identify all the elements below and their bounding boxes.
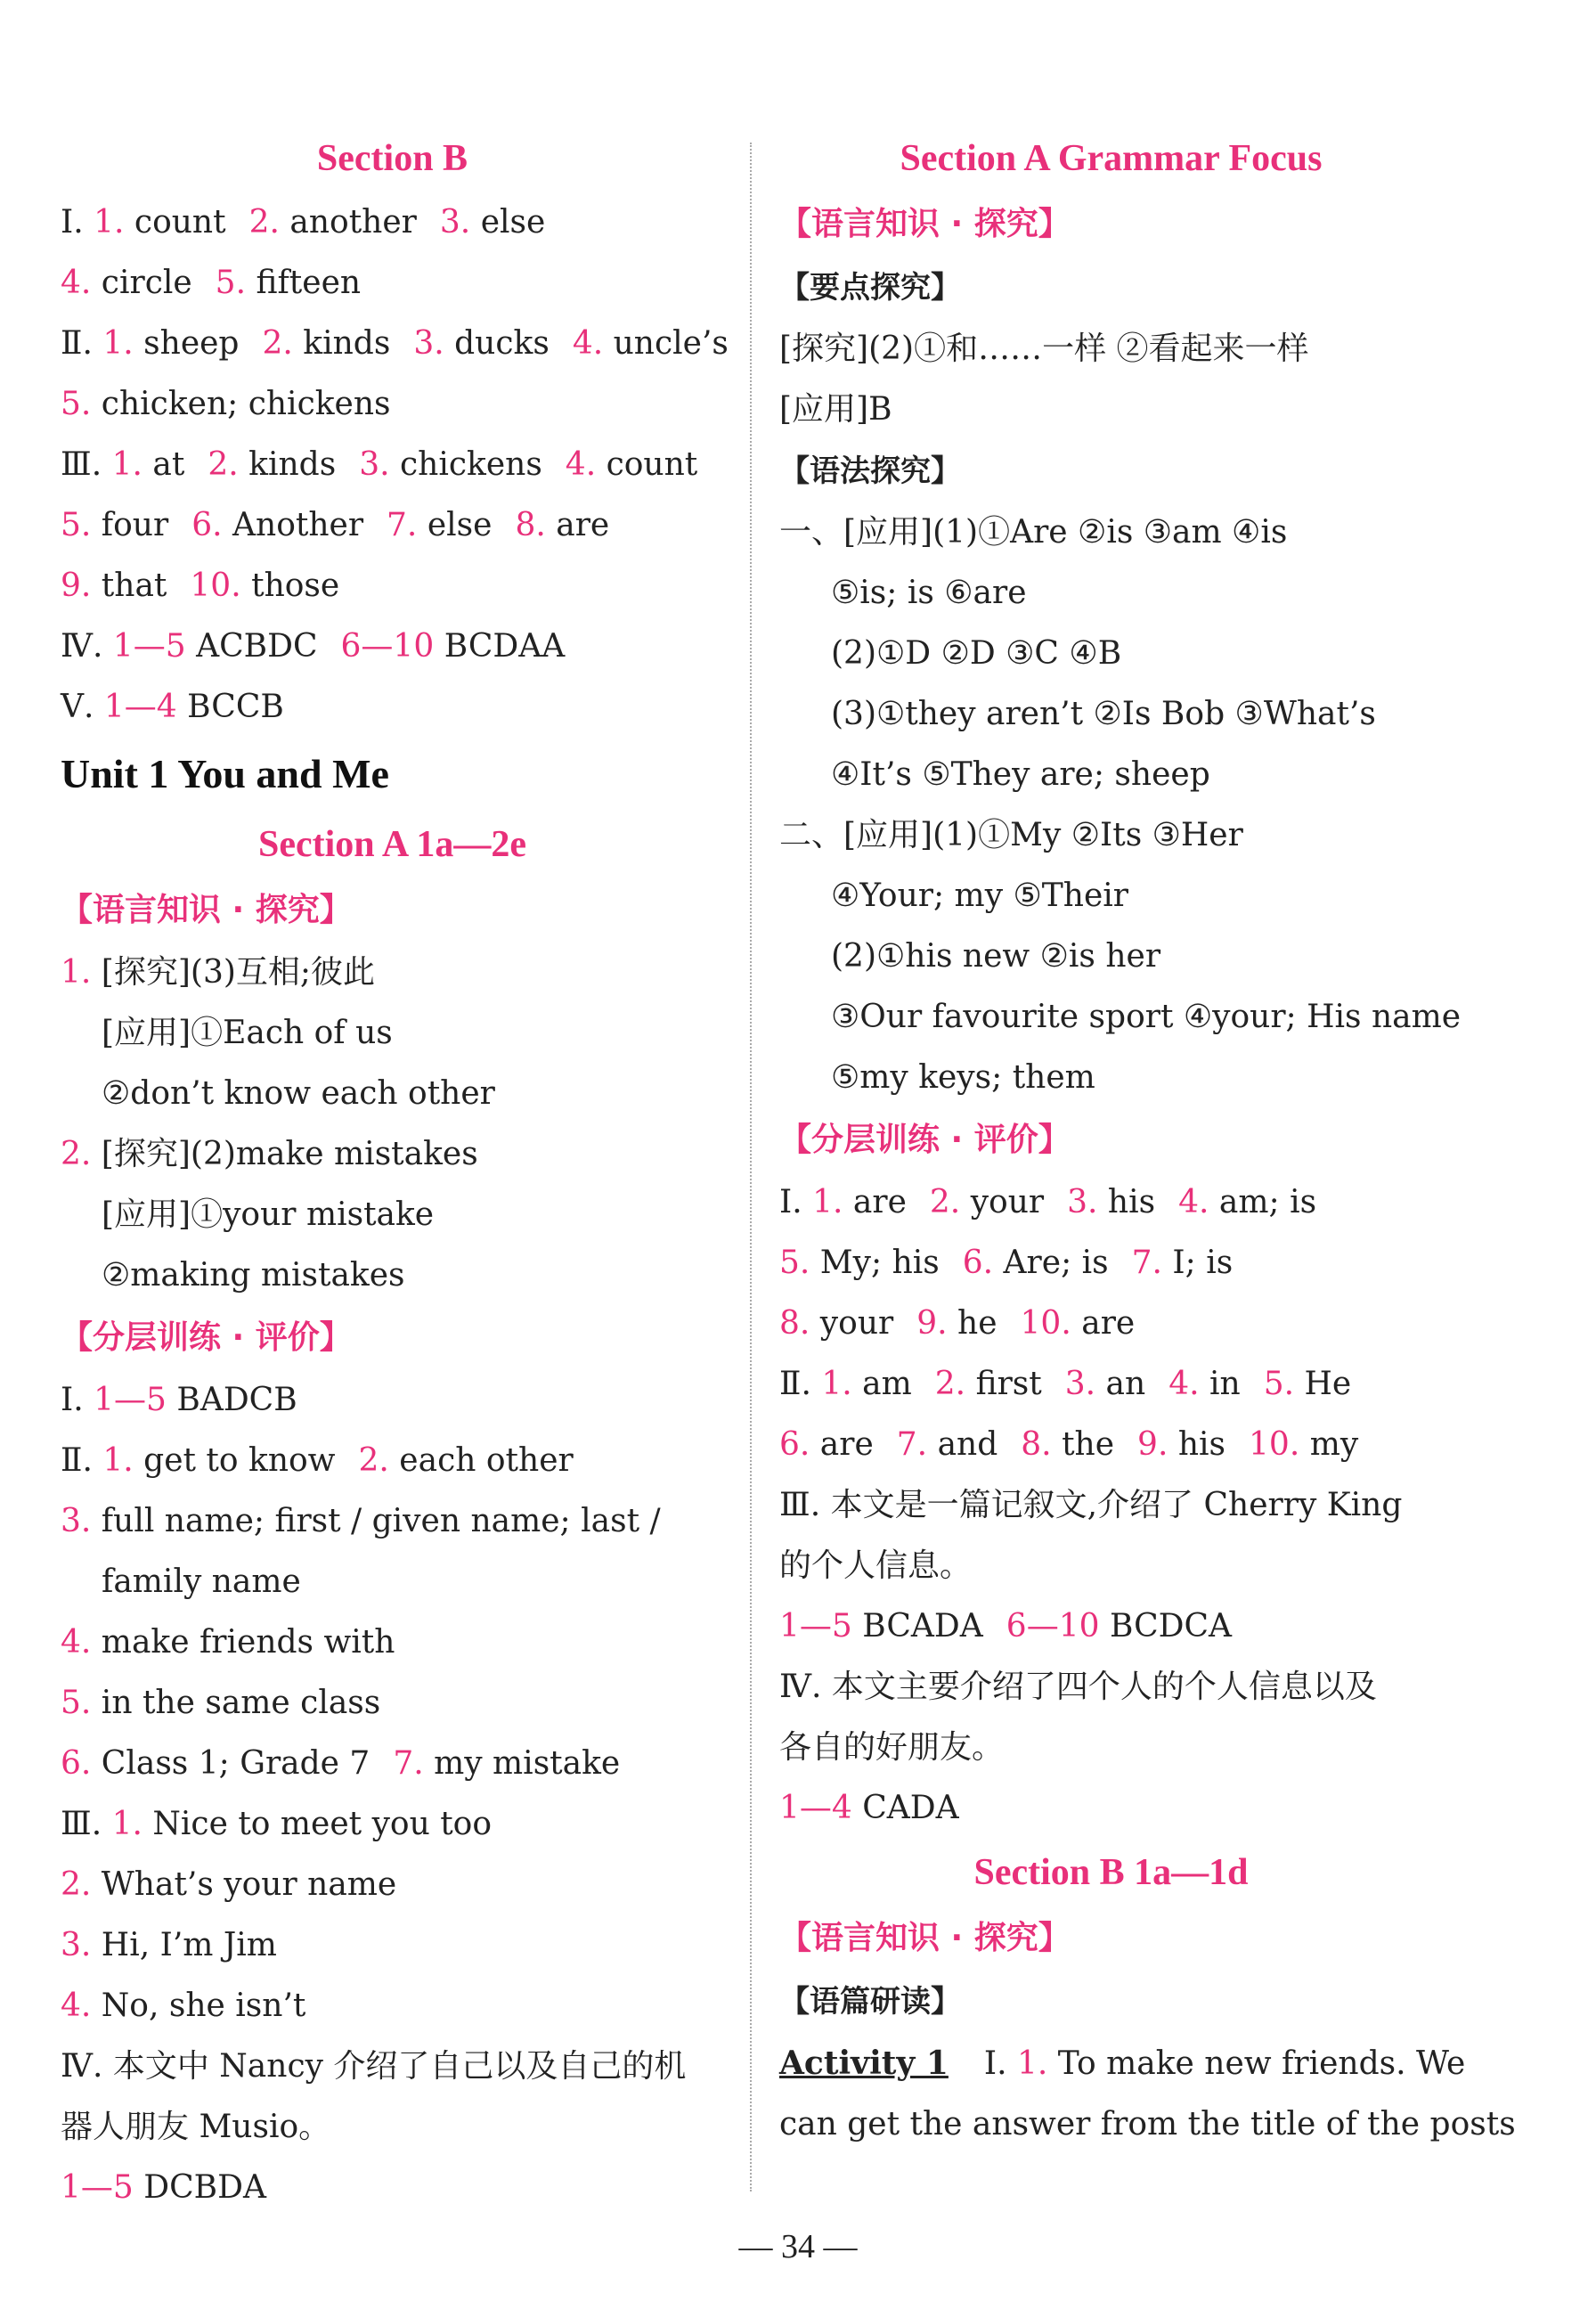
question-number: 8. [515,507,546,543]
answer-line [779,2033,1466,2094]
answer-text: else [470,204,546,241]
answer-line [61,253,724,314]
question-number: 2. [929,1184,961,1220]
answer-text: 各自的好朋友。 [779,1729,1005,1766]
question-number: 6. [61,1745,92,1782]
answer-text: Ⅱ. [61,1442,103,1479]
answer-line [61,1976,724,2036]
answer-line [779,1596,1443,1657]
question-number: 2. [262,325,293,362]
answer-text: ⑤my keys; them [831,1059,1095,1096]
answer-text: kinds [292,325,391,362]
section-heading: Section A 1a—2e [258,824,526,865]
left-column [61,125,729,2218]
answer-line [779,1172,1443,1233]
question-number: 2. [208,446,239,483]
answer-text: Ⅲ. [61,446,112,483]
answer-text: 的个人信息。 [779,1547,973,1584]
answer-line [779,2094,1516,2155]
answer-text: Ⅰ. [983,2045,1017,2082]
answer-line [61,314,729,374]
answer-text: make friends with [91,1624,395,1661]
answer-line [779,926,1443,987]
question-number: 5. [61,507,92,543]
answer-text: [应用]B [779,391,892,428]
answer-text: ACBDC [185,628,318,665]
question-number: 2. [358,1442,389,1479]
answer-text: BCDCA [1099,1608,1233,1645]
question-number: 6. [962,1245,994,1281]
answer-text: BADCB [166,1382,297,1418]
answer-line [61,2158,724,2218]
answer-line [61,943,724,1003]
answer-line [61,1794,724,1855]
section-heading: Section B [316,138,468,179]
question-number: 8. [1021,1426,1052,1463]
category-heading: 【语言知识 · 探究】 [779,206,1071,242]
answer-text: the [1051,1426,1115,1463]
question-number: 5. [61,1685,92,1721]
answer-text: ⑤is; is ⑥are [831,575,1027,611]
question-number: 6—10 [1006,1608,1100,1645]
answer-text: Ⅱ. [779,1366,822,1402]
question-number: 1. [1017,2045,1048,2082]
answer-text: [探究](2)①和……一样 ②看起来一样 [779,331,1309,367]
answer-text: Ⅴ. [61,689,104,725]
page-number: — 34 — [738,2228,858,2265]
question-number: 7. [896,1426,928,1463]
question-number: 5. [779,1245,810,1281]
question-number: 2. [934,1366,966,1402]
answer-line [779,745,1443,805]
answer-line [779,805,1443,866]
answer-text: Another [222,507,364,543]
question-number: 4. [572,325,604,362]
question-number: 1. [111,1806,142,1842]
question-number: 1. [61,954,92,991]
answer-text: circle [91,265,192,301]
answer-line [779,1778,1443,1839]
answer-line [779,319,1443,380]
answer-text: at [142,446,185,483]
answer-line [61,1734,724,1794]
question-number: 10. [1020,1305,1071,1342]
answer-line [779,380,1443,440]
question-number: 3. [359,446,390,483]
answer-text: [探究](3)互相;彼此 [91,954,376,991]
answer-line [61,616,724,677]
answer-text: I; is [1161,1245,1234,1281]
answer-text: another [279,204,417,241]
question-number: 4. [61,1987,92,2024]
answer-line [61,435,724,495]
answer-text: am [851,1366,912,1402]
answer-text: Ⅱ. [61,325,103,362]
answer-text: four [91,507,169,543]
question-number: 1—5 [779,1608,852,1645]
answer-line [61,2036,724,2097]
answer-text: an [1095,1366,1146,1402]
answer-text: each other [388,1442,574,1479]
answer-text: Ⅲ. [61,1806,112,1842]
answer-line [61,1552,724,1612]
answer-line [779,1657,1443,1718]
question-number: 3. [61,1927,92,1963]
subcategory-heading: 【语篇研读】 [779,1984,961,2020]
answer-text: He [1294,1366,1352,1402]
question-number: 9. [916,1305,948,1342]
answer-text: ③Our favourite sport ④your; His name [831,999,1462,1035]
answer-line [779,502,1443,563]
question-number: 4. [1178,1184,1209,1220]
answer-line [779,1354,1443,1415]
question-number: 9. [61,567,92,604]
answer-text: ②don’t know each other [102,1075,495,1112]
answer-line [61,1185,724,1245]
answer-text: kinds [238,446,337,483]
answer-text: Ⅳ. 本文主要介绍了四个人的个人信息以及 [779,1669,1377,1705]
answer-text: Ⅲ. 本文是一篇记叙文,介绍了 Cherry King [779,1487,1403,1523]
answer-text: Ⅰ. [61,204,94,241]
answer-line [61,1003,724,1064]
answer-text: are [1071,1305,1136,1342]
answer-text: Class 1; Grade 7 [91,1745,370,1782]
answer-text: BCCB [176,689,284,725]
question-number: 6. [191,507,223,543]
answer-line [779,866,1443,926]
answer-text: in the same class [91,1685,381,1721]
answer-text: [探究](2)make mistakes [91,1136,478,1172]
answer-text: can get the answer from the title of the posts [779,2106,1516,2143]
question-number: 3. [439,204,471,241]
question-number: 10. [1249,1426,1300,1463]
question-number: 10. [190,567,241,604]
answer-text: fifteen [246,265,362,301]
answer-line [779,1536,1443,1596]
answer-text: are [545,507,610,543]
answer-line [779,624,1443,684]
answer-text: Ⅳ. [61,628,113,665]
answer-line [61,1855,724,1915]
answer-text: chicken; chickens [91,386,391,422]
answer-line [779,684,1443,745]
answer-line [61,556,724,616]
answer-text: chickens [389,446,542,483]
answer-line [61,374,724,435]
answer-text: and [927,1426,998,1463]
answer-text: his [1097,1184,1156,1220]
answer-line [61,1370,724,1431]
question-number: 1. [111,446,142,483]
right-column [779,125,1516,2155]
category-heading: 【语言知识 · 探究】 [779,1920,1071,1956]
question-number: 7. [387,507,418,543]
answer-line [61,1491,724,1552]
question-number: 1. [821,1366,852,1402]
answer-text: count [596,446,698,483]
answer-text: ducks [444,325,550,362]
answer-text: Nice to meet you too [142,1806,493,1842]
question-number: 3. [413,325,444,362]
answer-text: ④It’s ⑤They are; sheep [831,756,1210,793]
answer-line [61,1124,724,1185]
question-number: 3. [1067,1184,1098,1220]
question-number: 2. [248,204,280,241]
question-number: 5. [61,386,92,422]
answer-line [779,1415,1443,1475]
answer-text: No, she isn’t [91,1987,306,2024]
answer-line [61,1612,724,1673]
answer-text: are [810,1426,874,1463]
answer-line [779,987,1462,1048]
answer-line [61,1064,724,1124]
answer-line [779,1233,1443,1294]
answer-text: Hi, I’m Jim [91,1927,277,1963]
answer-text: my [1299,1426,1359,1463]
category-heading: 【语言知识 · 探究】 [61,892,352,928]
answer-text: BCADA [851,1608,983,1645]
answer-line [61,1915,724,1976]
answer-text: your [960,1184,1045,1220]
question-number: 6—10 [340,628,435,665]
question-number: 1—5 [112,628,186,665]
answer-text: family name [102,1563,301,1600]
answer-text: 一、[应用](1)①Are ②is ③am ④is [779,514,1288,551]
answer-text: in [1199,1366,1241,1402]
answer-text: (2)①his new ②is her [831,938,1161,975]
answer-line [779,1294,1443,1354]
category-heading: 【分层训练 · 评价】 [779,1122,1071,1158]
answer-text: To make new friends. We [1047,2045,1466,2082]
answer-text: full name; first / given name; last / [91,1503,661,1539]
question-number: 1. [102,1442,134,1479]
answer-text: (3)①they aren’t ②Is Bob ③What’s [831,696,1376,732]
answer-text: else [417,507,493,543]
answer-text: Ⅰ. [61,1382,94,1418]
subcategory-heading: 【要点探究】 [779,270,961,306]
question-number: 9. [1137,1426,1168,1463]
answer-text: DCBDA [133,2169,266,2206]
question-number: 1—4 [779,1790,852,1826]
answer-line [61,1245,724,1306]
question-number: 6. [779,1426,810,1463]
section-heading: Section B 1a—1d [973,1852,1249,1893]
unit-heading: Unit 1 You and Me [61,751,389,796]
question-number: 3. [61,1503,92,1539]
answer-text: ②making mistakes [102,1257,405,1294]
question-number: 3. [1064,1366,1096,1402]
answer-text: CADA [851,1790,959,1826]
question-number: 5. [215,265,247,301]
answer-text: [应用]①Each of us [102,1015,393,1051]
answer-line [61,192,724,253]
question-number: 2. [61,1136,92,1172]
answer-line [779,1048,1443,1108]
answer-text: 二、[应用](1)①My ②Its ③Her [779,817,1243,853]
answer-text: Are; is [993,1245,1109,1281]
answer-text: sheep [133,325,240,362]
question-number: 4. [61,1624,92,1661]
question-number: 1—5 [94,1382,167,1418]
question-number: 7. [393,1745,424,1782]
question-number: 1. [102,325,134,362]
answer-text: 器人朋友 Musio。 [61,2109,331,2145]
question-number: 4. [1168,1366,1200,1402]
answer-text: his [1168,1426,1226,1463]
answer-line [779,563,1443,624]
answer-text: first [965,1366,1042,1402]
answer-text: Ⅳ. 本文中 Nancy 介绍了自己以及自己的机 [61,2048,687,2085]
answer-text: your [810,1305,894,1342]
question-number: 5. [1263,1366,1295,1402]
answer-text: ④Your; my ⑤Their [831,877,1128,914]
question-number: 7. [1131,1245,1162,1281]
subcategory-heading: 【语法探究】 [779,453,961,489]
answer-line [61,677,724,738]
answer-line [61,1431,724,1491]
answer-text: that [91,567,167,604]
answer-text: count [124,204,226,241]
answer-text: BCDAA [434,628,566,665]
question-number: 8. [779,1305,810,1342]
question-number: 4. [61,265,92,301]
answer-text: Ⅰ. [779,1184,813,1220]
question-number: 2. [61,1866,92,1903]
question-number: 1—4 [103,689,177,725]
column-divider [750,143,752,2191]
answer-text: [应用]①your mistake [102,1196,435,1233]
answer-line [61,1673,724,1734]
answer-line [779,1718,1443,1778]
question-number: 1. [94,204,125,241]
answer-line [61,495,724,556]
answer-text: uncle’s [603,325,729,362]
question-number: 1. [812,1184,843,1220]
category-heading: 【分层训练 · 评价】 [61,1319,352,1356]
answer-line [61,2097,724,2158]
answer-text: he [947,1305,998,1342]
answer-text: What’s your name [91,1866,397,1903]
answer-text: get to know [133,1442,336,1479]
answer-text: am; is [1209,1184,1317,1220]
question-number: 4. [565,446,597,483]
answer-line [779,1475,1443,1536]
answer-text: My; his [810,1245,940,1281]
activity-label: Activity 1 [779,2045,949,2082]
question-number: 1—5 [61,2169,134,2206]
answer-text: (2)①D ②D ③C ④B [831,635,1122,672]
section-heading: Section A Grammar Focus [900,138,1323,179]
answer-text: are [843,1184,907,1220]
answer-text: my mistake [423,1745,621,1782]
answer-text: those [240,567,340,604]
